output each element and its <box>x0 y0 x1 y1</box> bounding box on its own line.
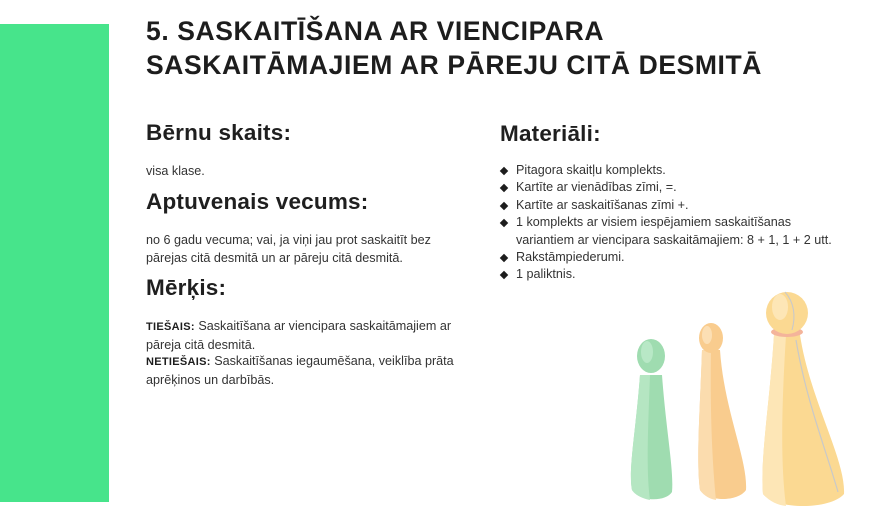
list-item-text: 1 komplekts ar visiem iespējamiem saskaitīšanas variantiem ar viencipara saskaitāmajiem: 8 + 1, 1 + 2 utt. <box>516 215 832 247</box>
list-item-text: Pitagora skaitļu komplekts. <box>516 163 666 177</box>
children-heading: Bērnu skaits: <box>146 120 292 145</box>
list-item-text: Kartīte ar saskaitīšanas zīmi +. <box>516 197 689 212</box>
list-item <box>500 249 840 266</box>
list-item <box>500 162 840 179</box>
diamond-bullet-icon <box>500 202 508 210</box>
materials-heading: Materiāli: <box>500 121 601 146</box>
age-text-line-1: no 6 gadu vecuma; vai, ja viņi jau prot saskaitīt bez <box>146 233 431 247</box>
materials-list <box>500 162 840 284</box>
age-heading: Aptuvenais vecums: <box>146 189 369 214</box>
goal-direct-label: TIEŠAIS: <box>146 321 195 333</box>
goal-direct-line-2: pāreja citā desmitā. <box>146 337 256 352</box>
children-text: visa klase. <box>146 164 205 178</box>
age-text <box>146 232 476 267</box>
list-item <box>500 179 840 196</box>
diamond-bullet-icon <box>500 254 508 262</box>
green-game-piece-icon <box>631 339 672 500</box>
diamond-bullet-icon <box>500 167 508 175</box>
diamond-bullet-icon <box>500 219 508 227</box>
list-item-text: Rakstāmpiederumi. <box>516 250 625 265</box>
list-item-text: Kartīte ar vienādības zīmi, =. <box>516 180 677 195</box>
orange-game-piece-icon <box>698 323 746 500</box>
goal-direct-line-1: Saskaitīšana ar viencipara saskaitāmajiem ar <box>194 319 452 333</box>
goal-direct <box>146 318 476 354</box>
goal-indirect-line-1: Saskaitīšanas iegaumēšana, veiklība prāta <box>210 354 454 368</box>
goals-heading: Mērķis: <box>146 275 227 300</box>
age-text-line-2: pārejas citā desmitā un ar pāreju citā desmitā. <box>146 250 403 265</box>
list-item <box>500 197 840 214</box>
list-item <box>500 214 840 249</box>
goal-indirect <box>146 353 476 389</box>
page-title <box>146 14 866 82</box>
diamond-bullet-icon <box>500 271 508 279</box>
list-item-text: 1 paliktnis. <box>516 267 576 282</box>
title-line-1: 5. SASKAITĪŠANA AR VIENCIPARA <box>146 16 605 46</box>
goal-indirect-label: NETIEŠAIS: <box>146 356 211 368</box>
title-line-2: SASKAITĀMAJIEM AR PĀREJU CITĀ DESMITĀ <box>146 50 763 80</box>
goal-indirect-line-2: aprēķinos un darbībās. <box>146 372 275 387</box>
diamond-bullet-icon <box>500 184 508 192</box>
yellow-game-piece-icon <box>762 292 844 506</box>
game-pieces-illustration <box>600 280 894 523</box>
green-side-bar <box>0 24 109 502</box>
